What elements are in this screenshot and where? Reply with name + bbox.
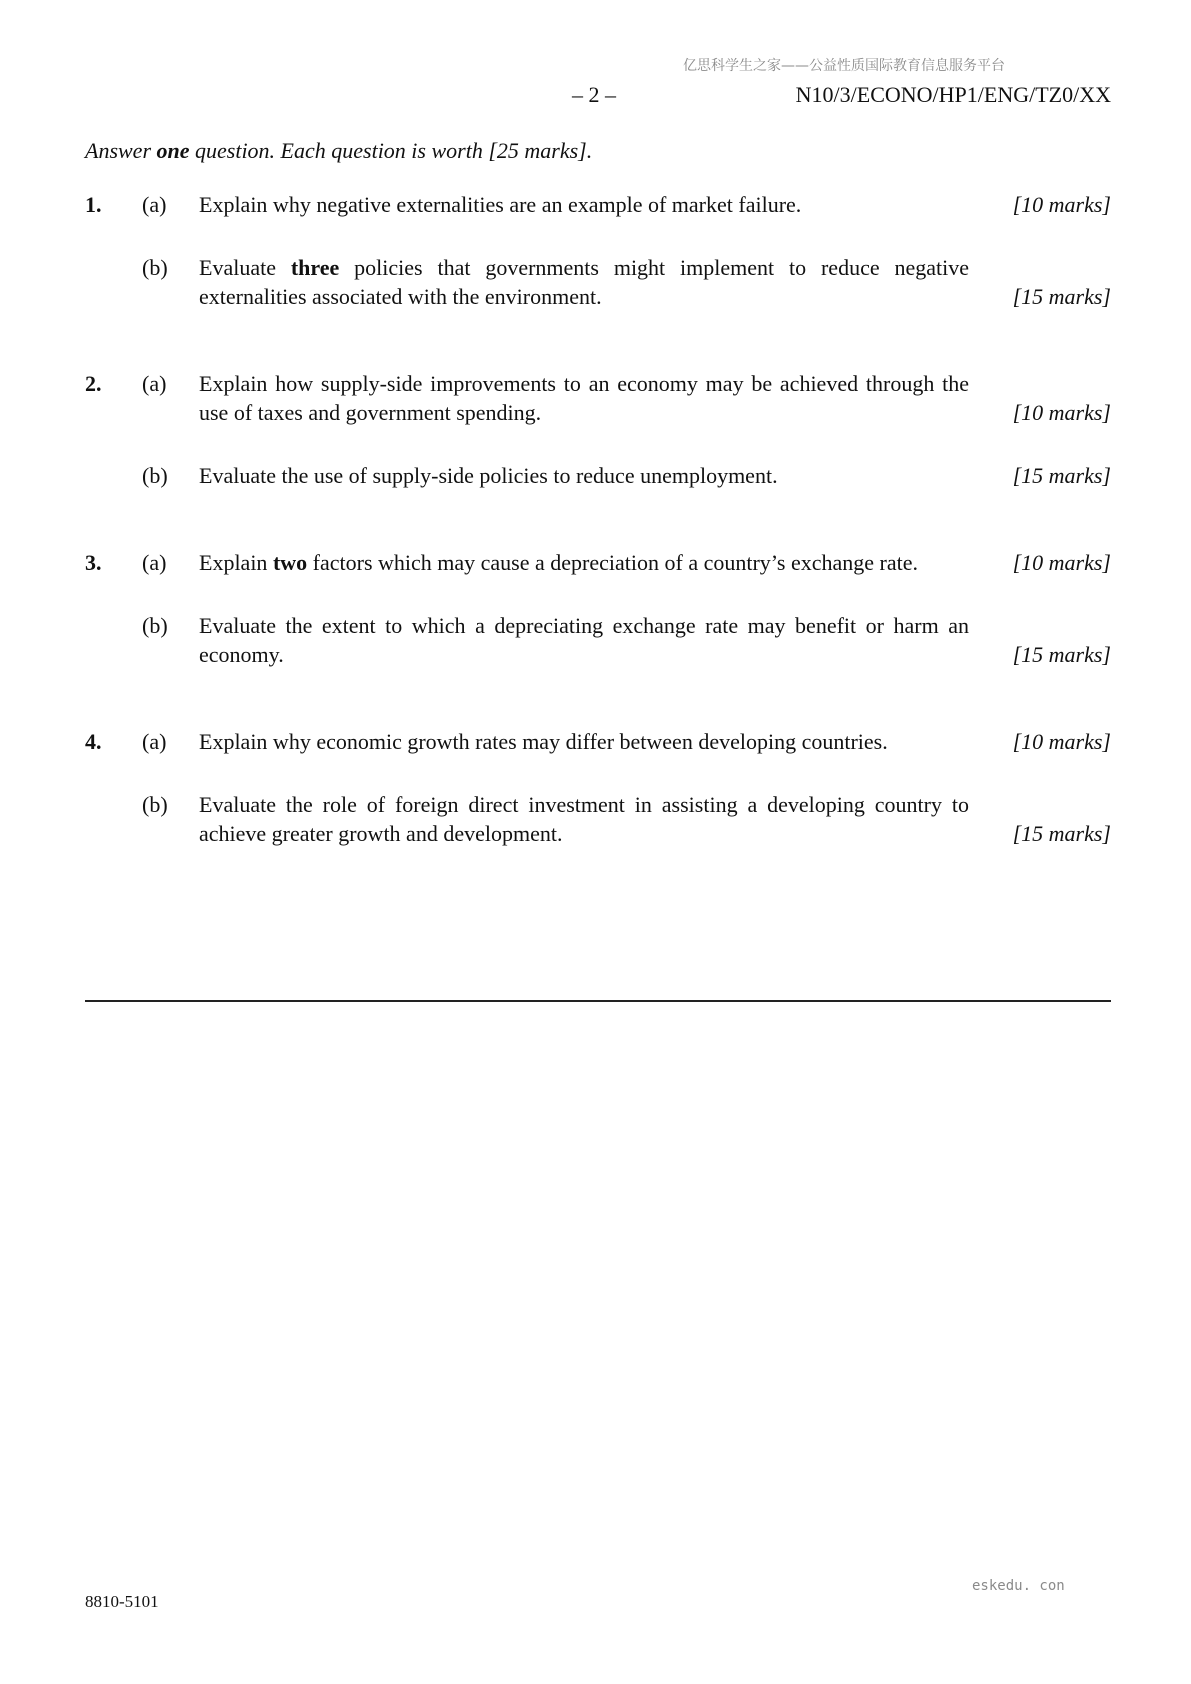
- part-label: (a): [142, 550, 167, 575]
- question-text-pre: Explain: [199, 550, 273, 575]
- part-label: (a): [142, 192, 167, 217]
- part-label: (b): [142, 463, 168, 488]
- marks-label: [10 marks]: [1012, 400, 1111, 425]
- question-text-pre: Evaluate: [199, 255, 291, 280]
- instructions-pre: Answer: [85, 138, 157, 163]
- question-text-pre: Explain why negative externalities are an example of market failure.: [199, 192, 802, 217]
- exam-instructions: [85, 138, 592, 164]
- question-4: [85, 727, 1111, 848]
- question-4b: [85, 790, 1111, 848]
- question-1b: [85, 253, 1111, 311]
- part-label: (b): [142, 613, 168, 638]
- question-text-bold: two: [272, 550, 308, 575]
- question-3b: [85, 611, 1111, 669]
- question-2a: [85, 369, 1111, 427]
- marks-label: [15 marks]: [1012, 284, 1111, 309]
- question-number: 4.: [85, 729, 102, 754]
- question-text: [199, 369, 969, 427]
- question-text: [199, 727, 969, 756]
- question-text-pre: Evaluate the use of supply-side policies to reduce unemployment.: [199, 463, 778, 488]
- instructions-post: question. Each question is worth [25 marks].: [189, 138, 593, 163]
- question-text-pre: Evaluate the extent to which a depreciating exchange rate may benefit or harm an economy.: [199, 613, 969, 667]
- header-watermark: 亿思科学生之家——公益性质国际教育信息服务平台: [683, 58, 1005, 74]
- question-number: 2.: [85, 371, 102, 396]
- instructions-emphasis: one: [156, 138, 190, 163]
- question-3a: [85, 548, 1111, 577]
- question-number: 1.: [85, 192, 102, 217]
- question-text-pre: Explain why economic growth rates may differ between developing countries.: [199, 729, 888, 754]
- question-text-pre: Explain how supply-side improvements to an economy may be achieved through the use of taxes and government spending.: [199, 371, 969, 425]
- question-text-pre: Evaluate the role of foreign direct investment in assisting a developing country to achieve greater growth and development.: [199, 792, 969, 846]
- question-text-post: policies that governments might implement to reduce negative externalities associated with the environment.: [199, 255, 969, 309]
- marks-label: [15 marks]: [1012, 463, 1111, 488]
- question-text: [199, 253, 969, 311]
- part-label: (a): [142, 729, 167, 754]
- question-1: [85, 190, 1111, 311]
- question-list: [85, 190, 1111, 906]
- question-text-post: factors which may cause a depreciation of a country’s exchange rate.: [307, 550, 918, 575]
- part-label: (a): [142, 371, 167, 396]
- end-rule-divider: [85, 1000, 1111, 1002]
- page-number: – 2 –: [572, 82, 616, 107]
- question-3: [85, 548, 1111, 669]
- question-text: [199, 790, 969, 848]
- question-text: [199, 548, 969, 577]
- question-number: 3.: [85, 550, 102, 575]
- question-2: [85, 369, 1111, 490]
- paper-code: N10/3/ECONO/HP1/ENG/TZ0/XX: [795, 82, 1111, 107]
- footer-code: 8810-5101: [85, 1592, 159, 1611]
- question-text-bold: three: [290, 255, 340, 280]
- question-text: [199, 611, 969, 669]
- marks-label: [15 marks]: [1012, 821, 1111, 846]
- marks-label: [15 marks]: [1012, 642, 1111, 667]
- question-text: [199, 461, 969, 490]
- question-1a: [85, 190, 1111, 219]
- question-2b: [85, 461, 1111, 490]
- marks-label: [10 marks]: [1012, 192, 1111, 217]
- footer-watermark: eskedu. con: [972, 1578, 1065, 1594]
- question-text: [199, 190, 969, 219]
- part-label: (b): [142, 255, 168, 280]
- marks-label: [10 marks]: [1012, 729, 1111, 754]
- marks-label: [10 marks]: [1012, 550, 1111, 575]
- part-label: (b): [142, 792, 168, 817]
- question-4a: [85, 727, 1111, 756]
